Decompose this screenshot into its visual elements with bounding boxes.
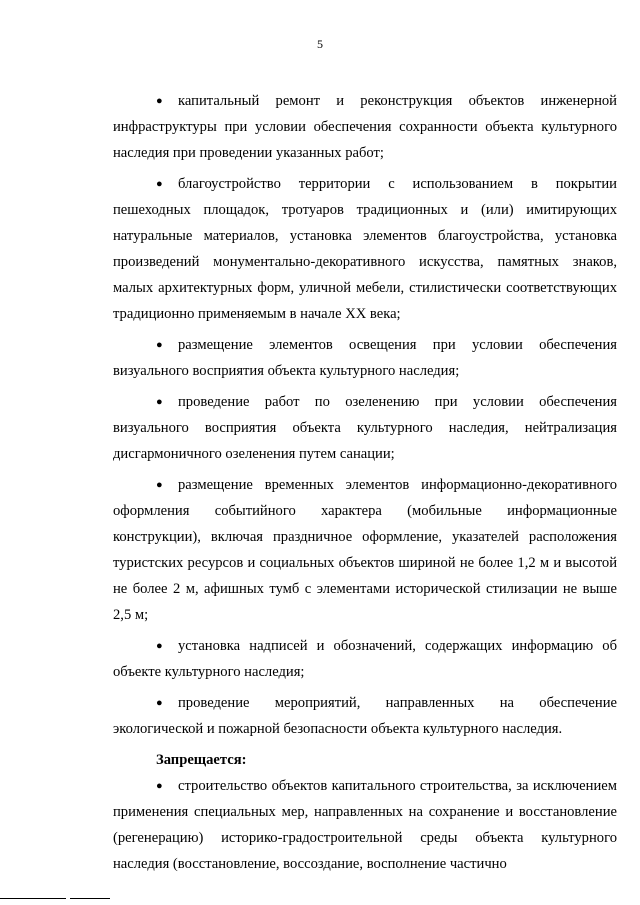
bullet-icon: ● — [156, 479, 163, 491]
bullet-icon: ● — [156, 396, 163, 408]
list-item — [113, 171, 617, 327]
bullet-icon: ● — [156, 697, 163, 709]
list-item — [113, 633, 617, 685]
page-number: 5 — [317, 37, 323, 51]
list-item — [113, 773, 617, 877]
bullet-icon: ● — [156, 178, 163, 190]
list-item-text: капитальный ремонт и реконструкция объектов инженерной инфраструктуры при условии обеспечения сохранности объекта культурного наследия при проведении указанных работ; — [113, 93, 617, 161]
list-item — [113, 472, 617, 628]
list-item-text: установка надписей и обозначений, содержащих информацию об объекте культурного наследия; — [113, 638, 617, 680]
footer-rule — [0, 898, 66, 899]
list-item-text: благоустройство территории с использованием в покрытии пешеходных площадок, тротуаров традиционных и (или) имитирующих натуральные материалов, установка элементов благоустройства, установка произведений монументально-декоративного искусства, памятных знаков, малых архитектурных форм, уличной мебели, стилистически соответствующих традиционно применяемым в начале XX века; — [113, 176, 617, 322]
bullet-icon: ● — [156, 339, 163, 351]
list-item-text: строительство объектов капитального строительства, за исключением применения специальных мер, направленных на сохранение и восстановление (регенерацию) историко-градостроительной среды объекта культурного наследия (восстановление, воссоздание, восполнение частично — [113, 778, 617, 872]
footer-rule — [70, 898, 110, 899]
list-item-text: размещение элементов освещения при условии обеспечения визуального восприятия объекта культурного наследия; — [113, 337, 617, 379]
list-item-text: размещение временных элементов информационно-декоративного оформления событийного характера (мобильные информационные конструкции), включая праздничное оформление, указателей расположения туристских ресурсов и социальных объектов шириной не более 1,2 м и высотой не более 2 м, афишных тумб с элементами исторической стилизации не выше 2,5 м; — [113, 477, 617, 623]
list-item — [113, 690, 617, 742]
bullet-icon: ● — [156, 95, 163, 107]
bullet-icon: ● — [156, 780, 163, 792]
bullet-icon: ● — [156, 640, 163, 652]
list-item — [113, 332, 617, 384]
document-body — [113, 88, 617, 877]
list-item — [113, 389, 617, 467]
list-item-text: проведение работ по озеленению при условии обеспечения визуального восприятия объекта культурного наследия, нейтрализация дисгармоничного озеленения путем санации; — [113, 394, 617, 462]
list-item-text: проведение мероприятий, направленных на обеспечение экологической и пожарной безопасности объекта культурного наследия. — [113, 695, 617, 737]
section-heading: Запрещается: — [156, 752, 247, 768]
list-item — [113, 88, 617, 166]
